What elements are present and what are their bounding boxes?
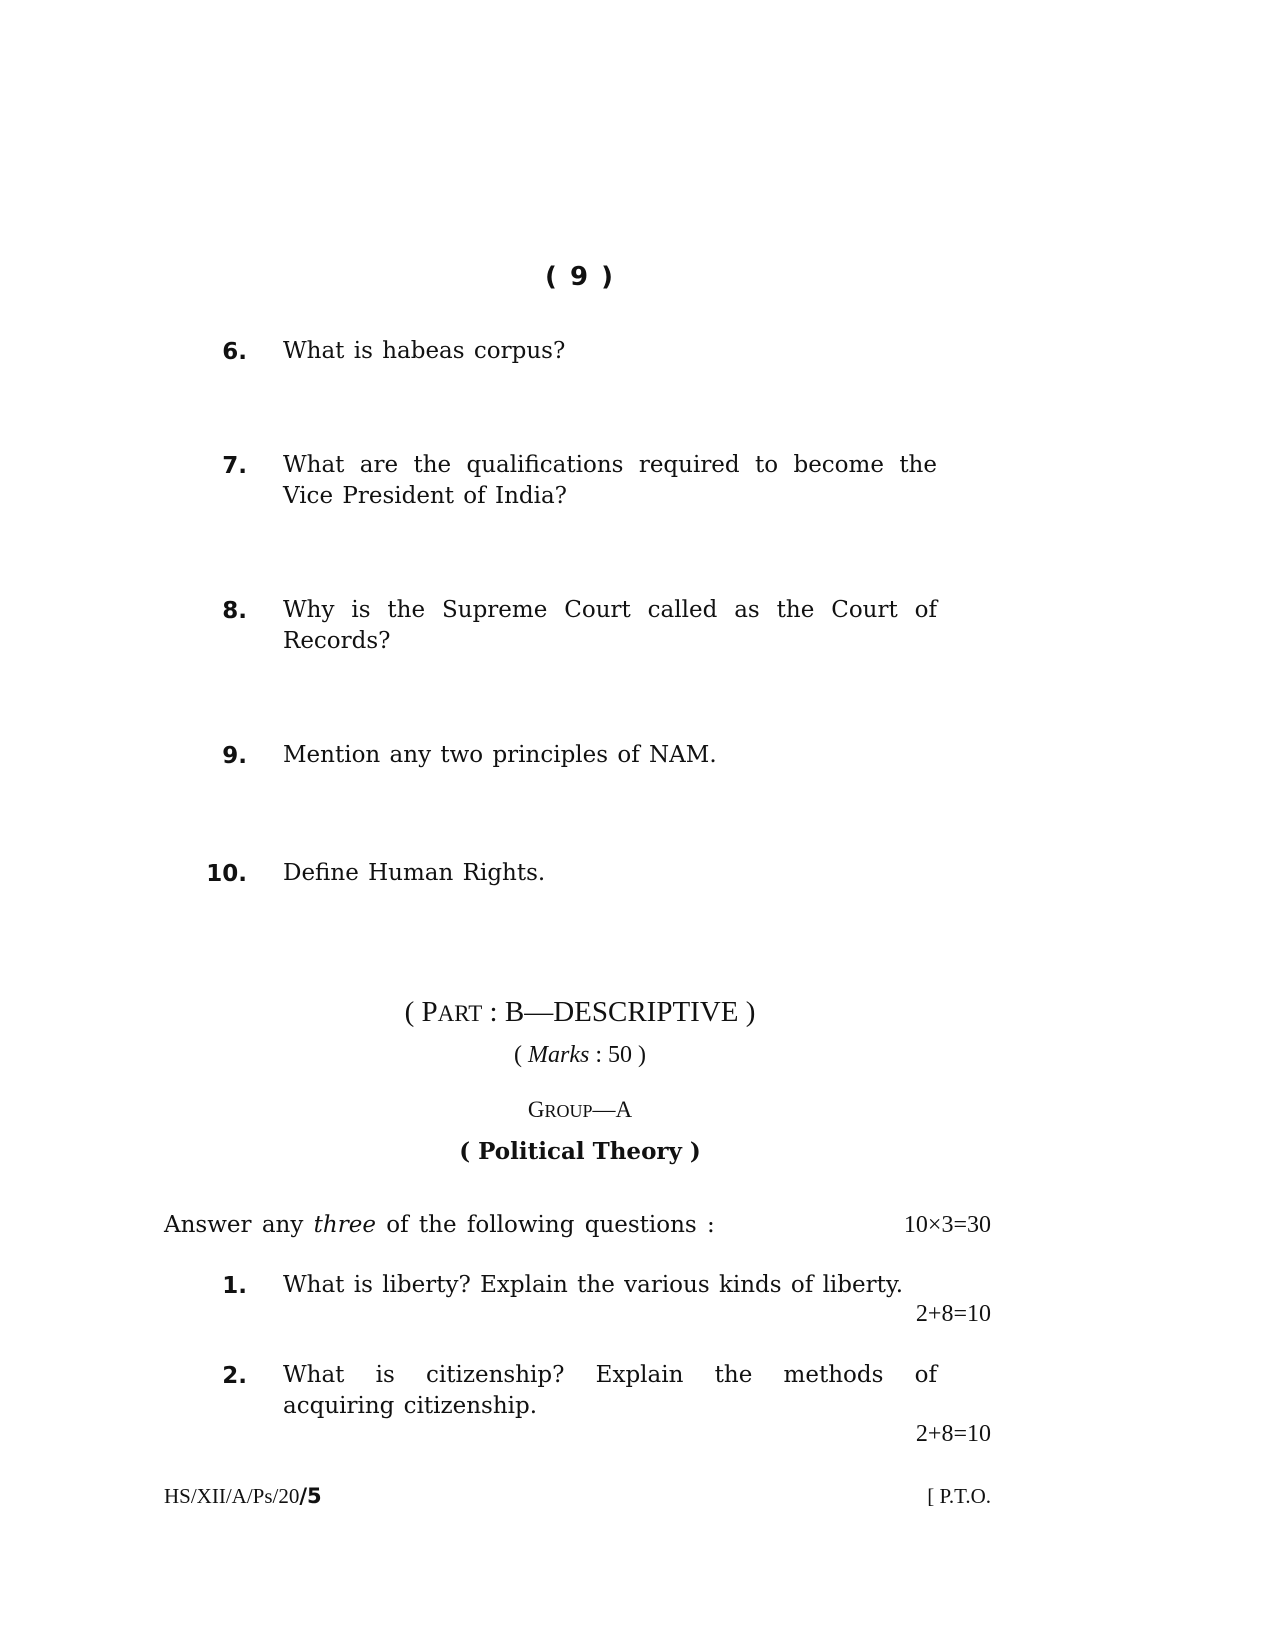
question-text: Define Human Rights. (283, 860, 546, 886)
group-subject: ( Political Theory ) (459, 1138, 701, 1165)
question-text-line: Why is the Supreme Court called as the Court of (283, 597, 937, 623)
part-marks: ( Marks : 50 ) (514, 1042, 646, 1068)
question-number: 7. (222, 453, 247, 479)
question-number: 8. (222, 598, 247, 624)
question-text: What is liberty? Explain the various kinds of liberty. (283, 1272, 904, 1298)
page-number: ( 9 ) (545, 262, 615, 292)
question-text-line: Records? (283, 628, 391, 654)
question-marks: 2+8=10 (915, 1301, 991, 1327)
paper-code: HS/XII/A/Ps/20/5 (164, 1484, 322, 1508)
question-text: Mention any two principles of NAM. (283, 742, 717, 768)
question-number: 2. (222, 1363, 247, 1389)
question-text-line: What is citizenship? Explain the methods of (283, 1362, 937, 1388)
group-heading: GROUP—A (527, 1097, 633, 1122)
instruction-marks: 10×3=30 (903, 1212, 991, 1238)
question-text-line: What are the qualifications required to become the (283, 452, 937, 478)
instruction-text: Answer any three of the following questions : (164, 1212, 715, 1238)
question-text-line: acquiring citizenship. (283, 1393, 538, 1419)
question-number: 9. (222, 743, 247, 769)
part-heading: ( PART : B—DESCRIPTIVE ) (404, 996, 756, 1028)
question-text-line: Vice President of India? (283, 483, 567, 509)
question-marks: 2+8=10 (915, 1421, 991, 1447)
pto-note: [ P.T.O. (927, 1484, 991, 1508)
question-text: What is habeas corpus? (283, 338, 566, 364)
question-number: 10. (206, 861, 247, 887)
question-number: 6. (222, 339, 247, 365)
question-number: 1. (222, 1273, 247, 1299)
